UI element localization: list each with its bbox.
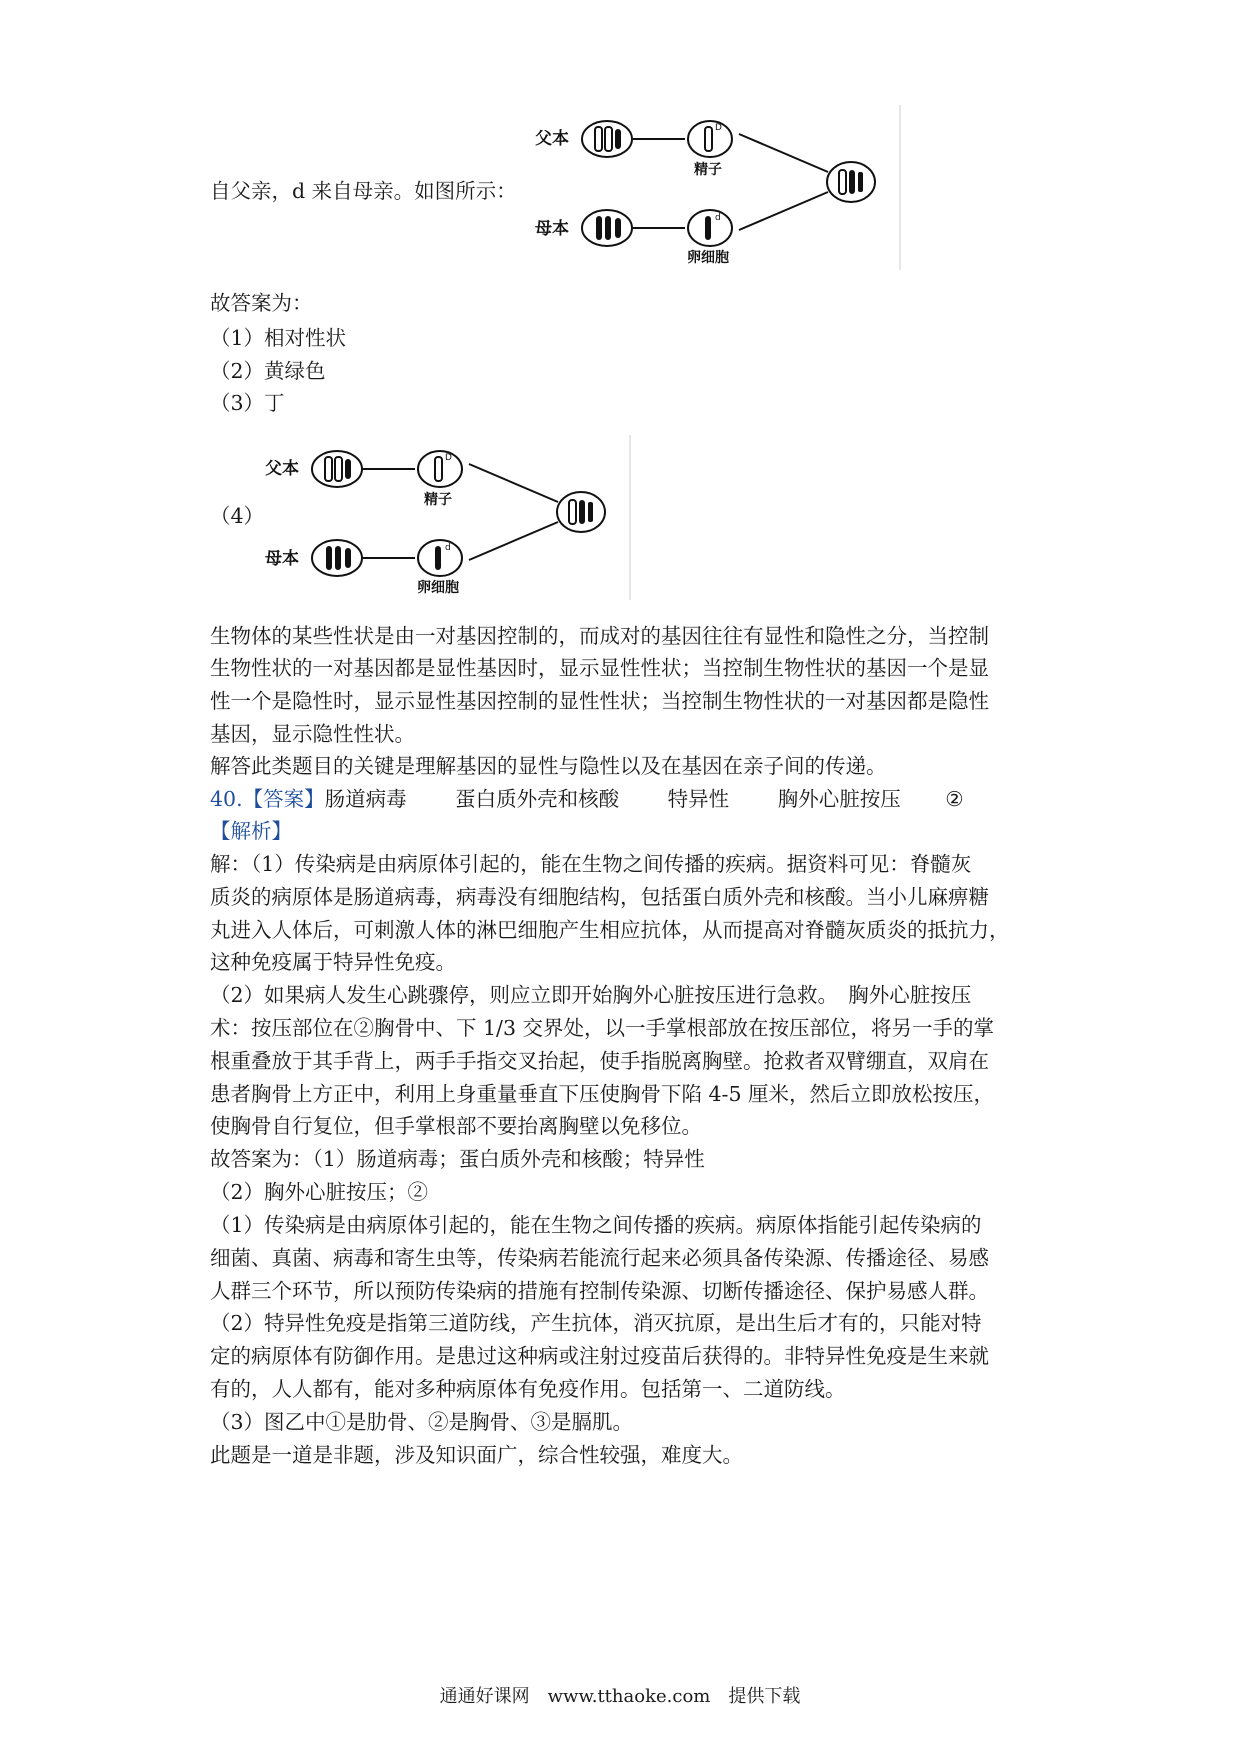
- egg-cell: [688, 210, 732, 246]
- father-label: 父本: [535, 129, 569, 149]
- allele-d-upper: D: [715, 123, 722, 133]
- explanation-line: （1）传染病是由病原体引起的，能在生物之间传播的疾病。病原体指能引起传染病的: [210, 1213, 982, 1237]
- inheritance-diagram-answer: [255, 430, 635, 605]
- q40-answer-line: [210, 783, 1040, 815]
- q40-answer-item: 肠道病毒: [324, 787, 407, 811]
- mother-cell-2: [312, 540, 362, 576]
- sperm-cell: [688, 121, 732, 157]
- father-cell: [582, 121, 632, 157]
- allele-d-lower-2: d: [445, 543, 451, 553]
- q40-answer-item: 胸外心脏按压: [777, 787, 901, 811]
- explanation-line: 丸进入人体后，可刺激人体的淋巴细胞产生相应抗体，从而提高对脊髓灰质炎的抵抗力，: [210, 918, 1010, 942]
- explanation-line: 有的，人人都有，能对多种病原体有免疫作用。包括第一、二道防线。: [210, 1377, 846, 1401]
- answer-3: （3）丁: [210, 391, 285, 415]
- explanation-line: 患者胸骨上方正中，利用上身重量垂直下压使胸骨下陷 4-5 厘米，然后立即放松按压，: [210, 1082, 995, 1106]
- explanation-line: 解：（1）传染病是由病原体引起的，能在生物之间传播的疾病。据资料可见：脊髓灰: [210, 852, 972, 876]
- page-footer: 通通好课网 www.tthaoke.com 提供下载: [439, 1686, 801, 1707]
- q40-number: 40.: [210, 787, 243, 811]
- explanation-line: （3）图乙中①是肋骨、②是胸骨、③是膈肌。: [210, 1410, 634, 1434]
- q40-answer-item: 特异性: [667, 787, 730, 811]
- explanation-line: 故答案为：（1）肠道病毒；蛋白质外壳和核酸；特异性: [210, 1147, 705, 1171]
- analysis-tag: 【解析】: [210, 819, 292, 843]
- explanation-line: 根重叠放于其手背上，两手手指交叉抬起，使手指脱离胸壁。抢救者双臂绷直，双肩在: [210, 1049, 989, 1073]
- answer-heading: 故答案为：: [210, 291, 313, 315]
- explanation-line: 细菌、真菌、病毒和寄生虫等，传染病若能流行起来必须具备传染源、传播途径、易感: [210, 1246, 989, 1270]
- analysis-line: 生物性状的一对基因都是显性基因时，显示显性性状；当控制生物性状的基因一个是显: [210, 656, 989, 680]
- analysis-line: 生物体的某些性状是由一对基因控制的，而成对的基因往往有显性和隐性之分，当控制: [210, 624, 989, 648]
- egg-label-2: 卵细胞: [417, 580, 459, 596]
- analysis-line: 基因，显示隐性性状。: [210, 722, 415, 746]
- explanation-line: （2）特异性免疫是指第三道防线，产生抗体，消灭抗原，是出生后才有的，只能对特: [210, 1311, 982, 1335]
- answer-4: （4）: [210, 504, 265, 528]
- allele-d-lower: d: [715, 213, 721, 223]
- answer-tag: 【答案】: [242, 787, 325, 811]
- allele-d-upper-2: D: [445, 453, 452, 463]
- explanation-line: 这种免疫属于特异性免疫。: [210, 950, 456, 974]
- explanation-line: 术：按压部位在②胸骨中、下 1/3 交界处，以一手掌根部放在按压部位，将另一手的掌: [210, 1016, 995, 1040]
- explanation-line: 使胸骨自行复位，但手掌根部不要抬离胸壁以免移位。: [210, 1114, 702, 1138]
- explanation-line: （2）如果病人发生心跳骤停，则应立即开始胸外心脏按压进行急救。 胸外心脏按压: [210, 983, 972, 1007]
- explanation-line: 定的病原体有防御作用。是患过这种病或注射过疫苗后获得的。非特异性免疫是生来就: [210, 1344, 989, 1368]
- sperm-cell-2: [418, 451, 462, 487]
- zygote-cell-2: [557, 492, 605, 532]
- father-label-2: 父本: [265, 459, 299, 479]
- egg-label: 卵细胞: [687, 250, 729, 266]
- mother-cell: [582, 210, 632, 246]
- mother-label: 母本: [535, 219, 569, 239]
- explanation-line: 质炎的病原体是肠道病毒，病毒没有细胞结构，包括蛋白质外壳和核酸。当小儿麻痹糖: [210, 885, 989, 909]
- inheritance-diagram-top: [525, 100, 905, 275]
- mother-label-2: 母本: [265, 549, 299, 569]
- explanation-line: 此题是一道是非题，涉及知识面广，综合性较强，难度大。: [210, 1443, 743, 1467]
- answer-2: （2）黄绿色: [210, 359, 326, 383]
- intro-line: 自父亲，d 来自母亲。如图所示：: [210, 179, 517, 203]
- answer-1: （1）相对性状: [210, 326, 347, 350]
- q40-answer-item: 蛋白质外壳和核酸: [455, 787, 620, 811]
- analysis-line: 性一个是隐性时，显示显性基因控制的显性性状；当控制生物性状的一对基因都是隐性: [210, 689, 989, 713]
- zygote-cell: [827, 162, 875, 202]
- father-cell-2: [312, 451, 362, 487]
- explanation-line: （2）胸外心脏按压；②: [210, 1180, 429, 1204]
- sperm-label: 精子: [694, 162, 722, 178]
- sperm-label-2: 精子: [424, 492, 452, 508]
- explanation-line: 人群三个环节，所以预防传染病的措施有控制传染源、切断传播途径、保护易感人群。: [210, 1279, 989, 1303]
- q40-answer-item: ②: [945, 787, 964, 811]
- analysis-line: 解答此类题目的关键是理解基因的显性与隐性以及在基因在亲子间的传递。: [210, 754, 887, 778]
- egg-cell-2: [418, 540, 462, 576]
